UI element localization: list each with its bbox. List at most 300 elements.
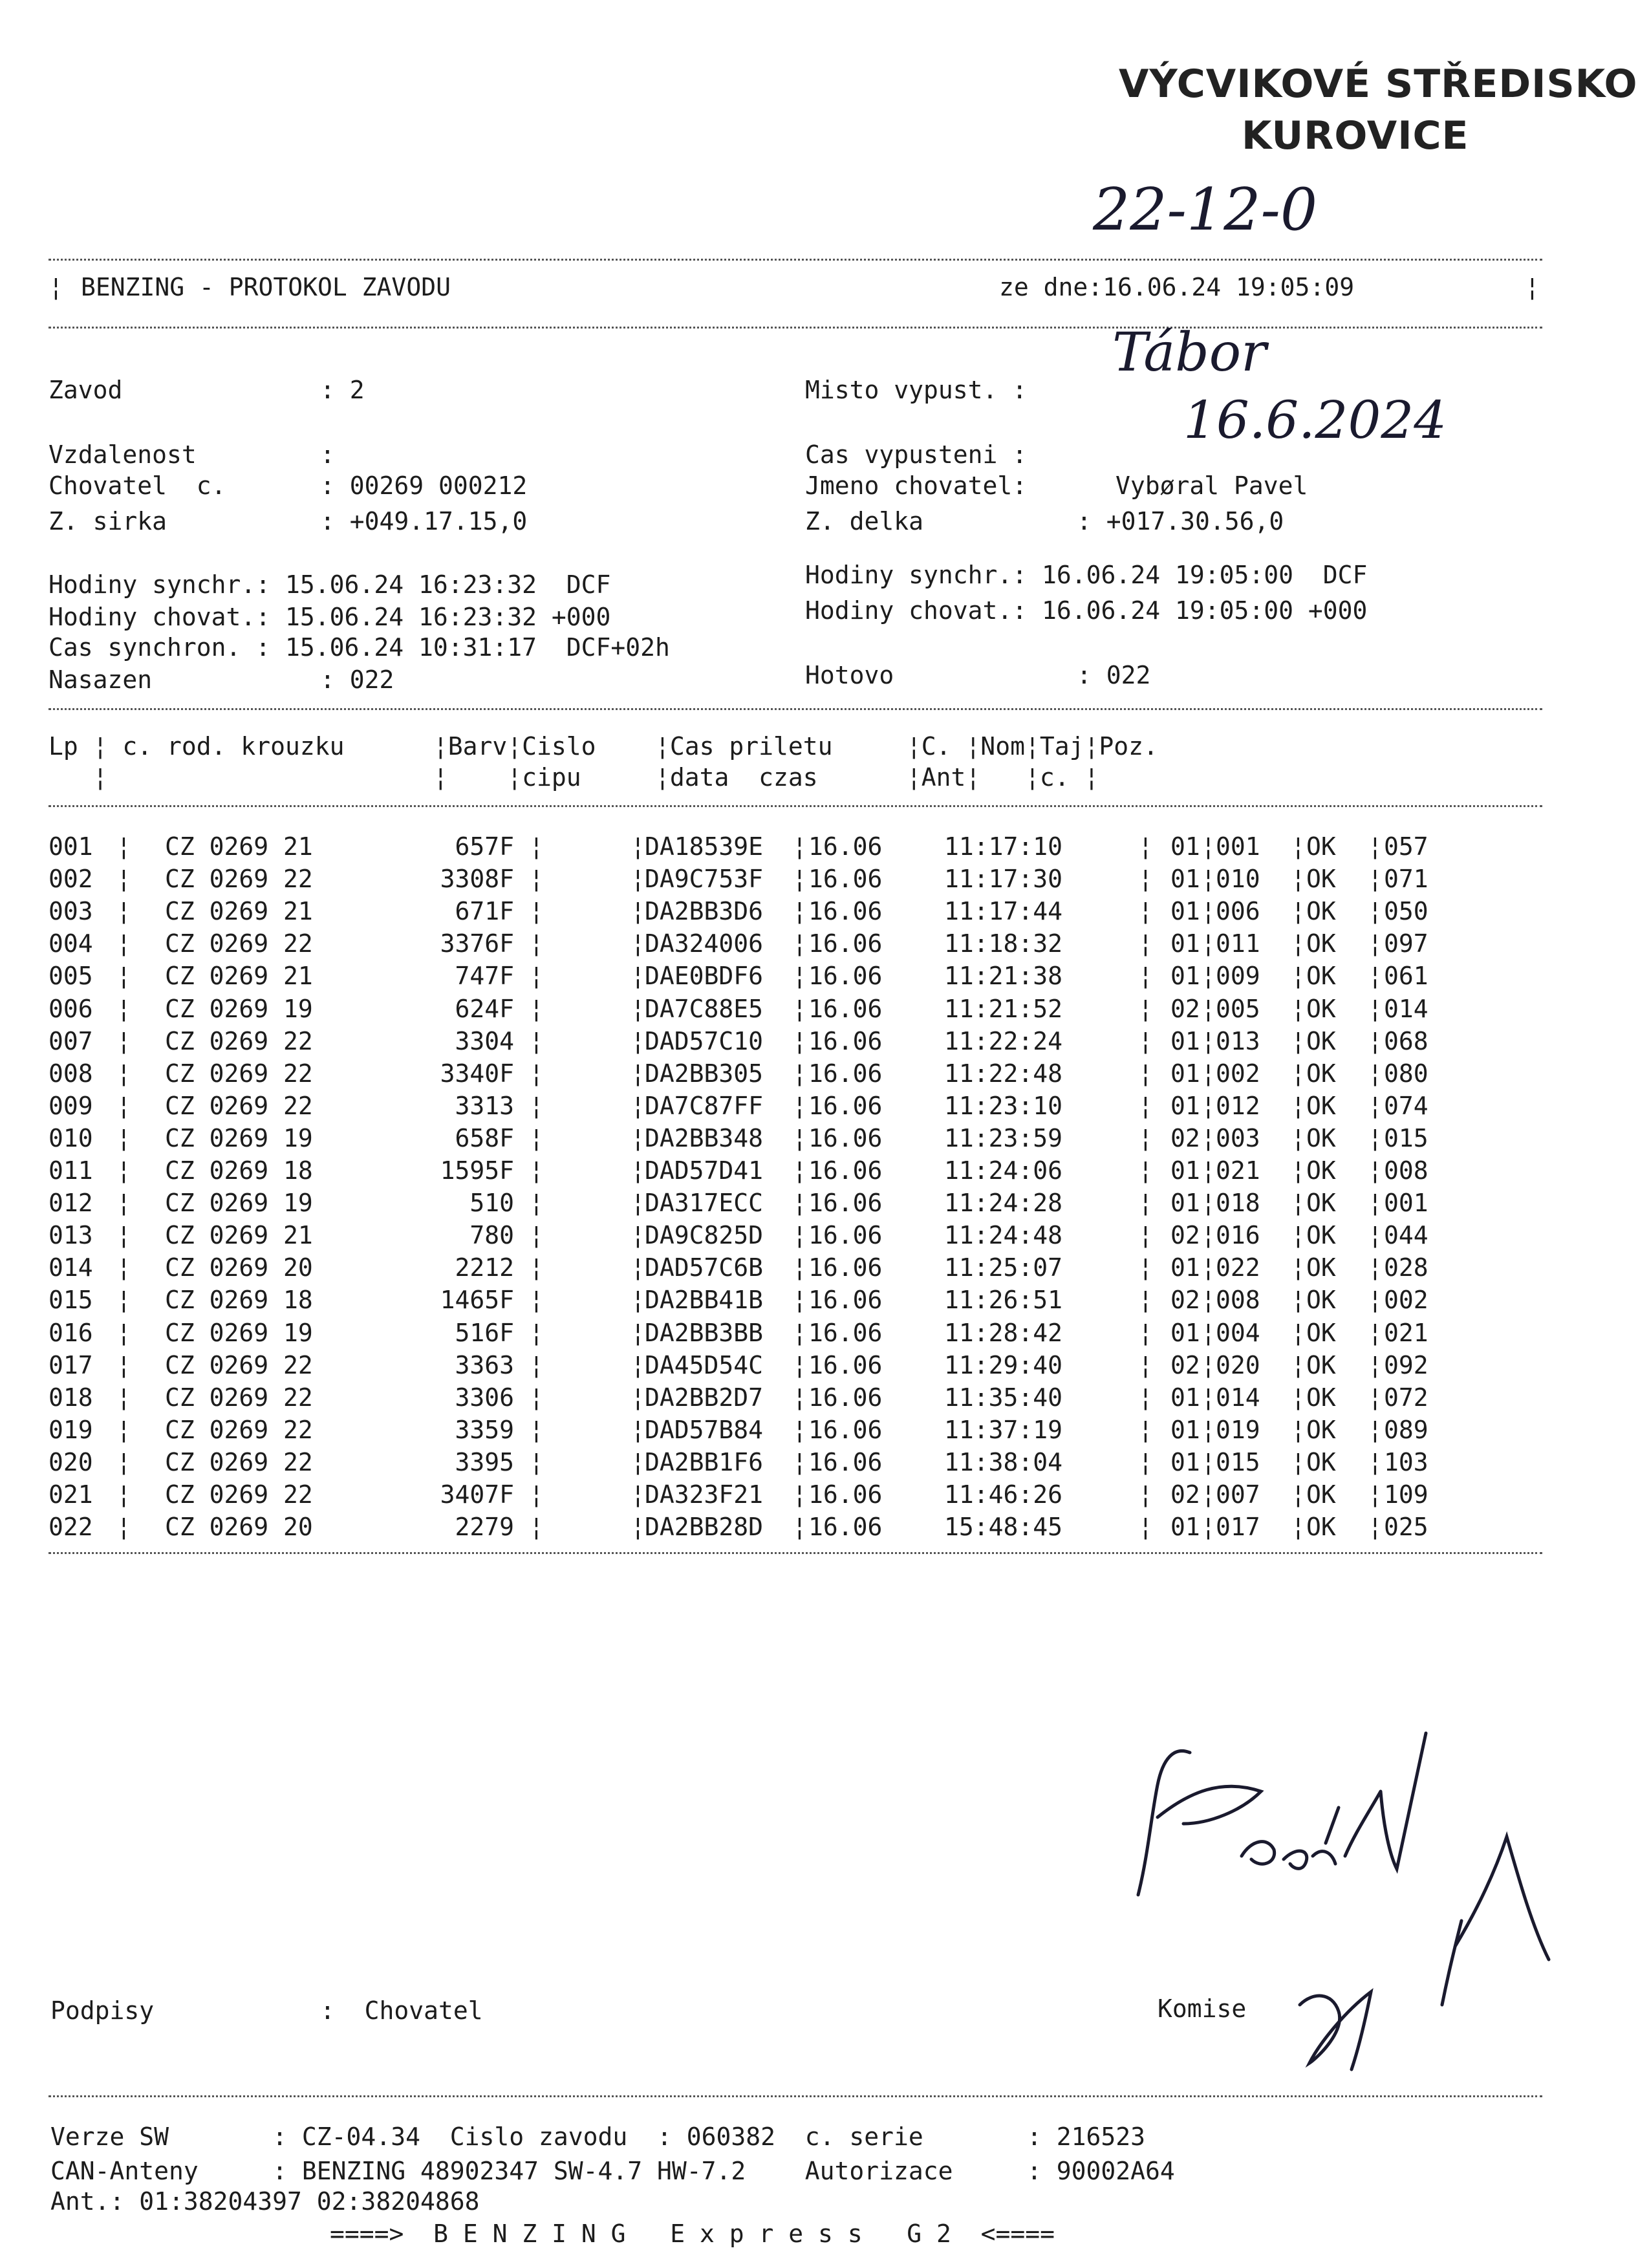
table-row bbox=[0, 1515, 1649, 1547]
column-separator: ¦ bbox=[630, 1480, 645, 1509]
column-separator: ¦ bbox=[630, 832, 645, 861]
cell-lp: 022 bbox=[48, 1513, 93, 1542]
clock-breeder-line-right: Hodiny chovat.: 16.06.24 19:05:00 +000 bbox=[805, 596, 1368, 625]
column-separator: ¦ bbox=[630, 1091, 645, 1120]
cell-poz: 002 bbox=[1384, 1286, 1428, 1315]
column-separator: ¦ bbox=[1138, 865, 1153, 894]
cell-ant: 01 bbox=[1170, 1059, 1200, 1088]
column-separator: ¦ bbox=[630, 1383, 645, 1412]
cell-date: 16.06 bbox=[808, 1156, 883, 1185]
column-separator: ¦ bbox=[1368, 994, 1383, 1023]
cell-time: 11:46:26 bbox=[944, 1480, 1063, 1509]
column-separator: ¦ bbox=[630, 1123, 645, 1152]
column-separator: ¦ bbox=[1291, 865, 1306, 894]
cell-poz: 103 bbox=[1384, 1447, 1428, 1476]
done-value: : 022 bbox=[1077, 661, 1151, 689]
column-separator: ¦ bbox=[1368, 1253, 1383, 1282]
cell-chip: DA9C825D bbox=[645, 1221, 764, 1250]
cell-ant: 01 bbox=[1170, 1447, 1200, 1476]
cell-date: 16.06 bbox=[808, 962, 883, 991]
cell-date: 16.06 bbox=[808, 1480, 883, 1509]
column-separator: ¦ bbox=[1368, 1091, 1383, 1120]
column-separator: ¦ bbox=[630, 1513, 645, 1542]
antenna-ids-line: Ant.: 01:38204397 02:38204868 bbox=[50, 2187, 480, 2216]
latitude-value: : +049.17.15,0 bbox=[320, 507, 528, 535]
done-label: Hotovo bbox=[805, 661, 894, 689]
column-separator: ¦ bbox=[1138, 1221, 1153, 1250]
cell-ant: 01 bbox=[1170, 929, 1200, 958]
cell-ring: CZ 0269 20 bbox=[165, 1253, 313, 1282]
cell-taj: OK bbox=[1306, 1156, 1336, 1185]
column-separator: ¦ bbox=[116, 1059, 131, 1088]
cell-ant: 02 bbox=[1170, 1221, 1200, 1250]
cell-nom: 013 bbox=[1216, 1026, 1260, 1055]
column-separator: ¦ bbox=[1368, 1480, 1383, 1509]
column-separator: ¦ bbox=[1368, 832, 1383, 861]
cell-ring: CZ 0269 19 bbox=[165, 1123, 313, 1152]
cell-poz: 061 bbox=[1384, 962, 1428, 991]
cell-ring: CZ 0269 22 bbox=[165, 1026, 313, 1055]
cell-nom: 002 bbox=[1216, 1059, 1260, 1088]
distance-value: : bbox=[320, 440, 335, 469]
cell-nom: 014 bbox=[1216, 1383, 1260, 1412]
cell-taj: OK bbox=[1306, 897, 1336, 926]
cell-taj: OK bbox=[1306, 929, 1336, 958]
cell-num: 747F bbox=[455, 962, 514, 991]
cell-lp: 010 bbox=[48, 1123, 93, 1152]
cell-num: 658F bbox=[455, 1123, 514, 1152]
cell-num: 671F bbox=[455, 897, 514, 926]
title-bar-right: ¦ bbox=[1525, 273, 1540, 301]
cell-chip: DA2BB2D7 bbox=[645, 1383, 764, 1412]
cell-taj: OK bbox=[1306, 1383, 1336, 1412]
cell-taj: OK bbox=[1306, 1286, 1336, 1315]
column-separator: ¦ bbox=[1201, 1221, 1216, 1250]
column-separator: ¦ bbox=[1138, 1513, 1153, 1542]
cell-ant: 02 bbox=[1170, 994, 1200, 1023]
table-row bbox=[0, 1447, 1649, 1482]
column-separator: ¦ bbox=[1138, 1253, 1153, 1282]
cell-poz: 097 bbox=[1384, 929, 1428, 958]
cell-chip: DA2BB28D bbox=[645, 1513, 764, 1542]
column-separator: ¦ bbox=[529, 1286, 544, 1315]
cell-poz: 074 bbox=[1384, 1091, 1428, 1120]
cell-time: 11:23:59 bbox=[944, 1123, 1063, 1152]
column-separator: ¦ bbox=[116, 865, 131, 894]
column-separator: ¦ bbox=[630, 1026, 645, 1055]
divider bbox=[48, 2095, 1542, 2097]
table-row bbox=[0, 964, 1649, 996]
column-separator: ¦ bbox=[792, 1253, 807, 1282]
column-separator: ¦ bbox=[1201, 962, 1216, 991]
table-header-line-1: Lp ¦ c. rod. krouzku ¦Barv¦Cislo ¦Cas priletu ¦C. ¦Nom¦Taj¦Poz. bbox=[48, 732, 1158, 761]
commission-label: Komise bbox=[1158, 1994, 1247, 2023]
cell-date: 16.06 bbox=[808, 1318, 883, 1347]
breeder-number-value: : 00269 000212 bbox=[320, 471, 528, 500]
column-separator: ¦ bbox=[1138, 1350, 1153, 1379]
cell-poz: 089 bbox=[1384, 1415, 1428, 1444]
cell-ring: CZ 0269 22 bbox=[165, 865, 313, 894]
column-separator: ¦ bbox=[1368, 929, 1383, 958]
column-separator: ¦ bbox=[116, 1318, 131, 1347]
column-separator: ¦ bbox=[630, 865, 645, 894]
cell-num: 3308F bbox=[440, 865, 514, 894]
cell-nom: 019 bbox=[1216, 1415, 1260, 1444]
cell-time: 11:17:44 bbox=[944, 897, 1063, 926]
column-separator: ¦ bbox=[529, 1189, 544, 1218]
column-separator: ¦ bbox=[1368, 1286, 1383, 1315]
cell-date: 16.06 bbox=[808, 1123, 883, 1152]
cell-chip: DAD57C6B bbox=[645, 1253, 764, 1282]
column-separator: ¦ bbox=[630, 897, 645, 926]
divider bbox=[48, 805, 1542, 807]
column-separator: ¦ bbox=[1201, 1286, 1216, 1315]
column-separator: ¦ bbox=[116, 1513, 131, 1542]
column-separator: ¦ bbox=[1201, 1415, 1216, 1444]
column-separator: ¦ bbox=[1368, 962, 1383, 991]
cell-date: 16.06 bbox=[808, 1189, 883, 1218]
cell-ring: CZ 0269 19 bbox=[165, 1318, 313, 1347]
cell-date: 16.06 bbox=[808, 1026, 883, 1055]
cell-ring: CZ 0269 19 bbox=[165, 994, 313, 1023]
cell-taj: OK bbox=[1306, 1026, 1336, 1055]
cell-lp: 011 bbox=[48, 1156, 93, 1185]
cell-lp: 007 bbox=[48, 1026, 93, 1055]
column-separator: ¦ bbox=[529, 897, 544, 926]
table-row bbox=[0, 1191, 1649, 1223]
column-separator: ¦ bbox=[529, 1318, 544, 1347]
column-separator: ¦ bbox=[792, 897, 807, 926]
column-separator: ¦ bbox=[529, 1253, 544, 1282]
column-separator: ¦ bbox=[630, 1415, 645, 1444]
breeder-name-value: Vybøral Pavel bbox=[1116, 471, 1308, 500]
column-separator: ¦ bbox=[1201, 832, 1216, 861]
benzing-express-banner: ====> B E N Z I N G E x p r e s s G 2 <==== bbox=[330, 2219, 1055, 2248]
handwritten-date: 16.6.2024 bbox=[1183, 390, 1447, 450]
breeder-signature-label: : Chovatel bbox=[320, 1996, 483, 2025]
cell-nom: 003 bbox=[1216, 1123, 1260, 1152]
column-separator: ¦ bbox=[1291, 962, 1306, 991]
column-separator: ¦ bbox=[1291, 929, 1306, 958]
cell-poz: 071 bbox=[1384, 865, 1428, 894]
column-separator: ¦ bbox=[116, 832, 131, 861]
column-separator: ¦ bbox=[792, 1189, 807, 1218]
breeder-name-label: Jmeno chovatel: bbox=[805, 471, 1028, 500]
column-separator: ¦ bbox=[116, 1286, 131, 1315]
column-separator: ¦ bbox=[792, 1286, 807, 1315]
column-separator: ¦ bbox=[1201, 1253, 1216, 1282]
cell-taj: OK bbox=[1306, 832, 1336, 861]
cell-nom: 010 bbox=[1216, 865, 1260, 894]
cell-chip: DA317ECC bbox=[645, 1189, 764, 1218]
cell-nom: 004 bbox=[1216, 1318, 1260, 1347]
cell-ant: 01 bbox=[1170, 1383, 1200, 1412]
cell-nom: 018 bbox=[1216, 1189, 1260, 1218]
cell-time: 11:26:51 bbox=[944, 1286, 1063, 1315]
cell-date: 16.06 bbox=[808, 1447, 883, 1476]
cell-ant: 01 bbox=[1170, 1026, 1200, 1055]
cell-time: 11:17:30 bbox=[944, 865, 1063, 894]
cell-poz: 044 bbox=[1384, 1221, 1428, 1250]
column-separator: ¦ bbox=[1201, 929, 1216, 958]
column-separator: ¦ bbox=[529, 1383, 544, 1412]
basketed-label: Nasazen bbox=[48, 665, 153, 694]
distance-label: Vzdalenost bbox=[48, 440, 197, 469]
race-value: : 2 bbox=[320, 376, 365, 404]
cell-time: 11:37:19 bbox=[944, 1415, 1063, 1444]
cell-nom: 021 bbox=[1216, 1156, 1260, 1185]
cell-time: 11:35:40 bbox=[944, 1383, 1063, 1412]
commission-initials bbox=[1293, 1966, 1384, 2076]
cell-time: 11:23:10 bbox=[944, 1091, 1063, 1120]
cell-chip: DA7C88E5 bbox=[645, 994, 764, 1023]
cell-ant: 01 bbox=[1170, 962, 1200, 991]
cell-ring: CZ 0269 21 bbox=[165, 962, 313, 991]
cell-taj: OK bbox=[1306, 962, 1336, 991]
table-row bbox=[0, 931, 1649, 964]
cell-time: 11:24:48 bbox=[944, 1221, 1063, 1250]
cell-time: 11:28:42 bbox=[944, 1318, 1063, 1347]
cell-ring: CZ 0269 22 bbox=[165, 929, 313, 958]
column-separator: ¦ bbox=[1201, 1189, 1216, 1218]
cell-ant: 01 bbox=[1170, 832, 1200, 861]
column-separator: ¦ bbox=[116, 1383, 131, 1412]
document-title: BENZING - PROTOKOL ZAVODU bbox=[81, 273, 451, 301]
column-separator: ¦ bbox=[529, 1059, 544, 1088]
column-separator: ¦ bbox=[529, 1447, 544, 1476]
basketed-value: : 022 bbox=[320, 665, 394, 694]
column-separator: ¦ bbox=[792, 1513, 807, 1542]
cell-ant: 01 bbox=[1170, 1156, 1200, 1185]
cell-ant: 01 bbox=[1170, 897, 1200, 926]
column-separator: ¦ bbox=[1201, 1447, 1216, 1476]
cell-ring: CZ 0269 21 bbox=[165, 1221, 313, 1250]
cell-ring: CZ 0269 18 bbox=[165, 1156, 313, 1185]
column-separator: ¦ bbox=[1138, 962, 1153, 991]
column-separator: ¦ bbox=[1291, 1286, 1306, 1315]
column-separator: ¦ bbox=[1201, 1513, 1216, 1542]
cell-ant: 01 bbox=[1170, 865, 1200, 894]
column-separator: ¦ bbox=[1368, 1189, 1383, 1218]
longitude-label: Z. delka bbox=[805, 507, 924, 535]
column-separator: ¦ bbox=[116, 1221, 131, 1250]
column-separator: ¦ bbox=[792, 962, 807, 991]
column-separator: ¦ bbox=[792, 1480, 807, 1509]
column-separator: ¦ bbox=[630, 1189, 645, 1218]
column-separator: ¦ bbox=[116, 1480, 131, 1509]
column-separator: ¦ bbox=[630, 1447, 645, 1476]
table-row bbox=[0, 1091, 1649, 1126]
column-separator: ¦ bbox=[116, 929, 131, 958]
cell-poz: 025 bbox=[1384, 1513, 1428, 1542]
cell-num: 3304 bbox=[455, 1026, 514, 1055]
cell-lp: 015 bbox=[48, 1286, 93, 1315]
cell-num: 3340F bbox=[440, 1059, 514, 1088]
antenna-line: CAN-Anteny : BENZING 48902347 SW-4.7 HW-7.2 Autorizace : 90002A64 bbox=[50, 2157, 1175, 2185]
table-row bbox=[0, 1026, 1649, 1061]
column-separator: ¦ bbox=[1138, 1286, 1153, 1315]
table-row bbox=[0, 899, 1649, 931]
column-separator: ¦ bbox=[529, 1091, 544, 1120]
column-separator: ¦ bbox=[1368, 865, 1383, 894]
cell-date: 16.06 bbox=[808, 1415, 883, 1444]
cell-ring: CZ 0269 22 bbox=[165, 1383, 313, 1412]
column-separator: ¦ bbox=[792, 1091, 807, 1120]
cell-num: 510 bbox=[469, 1189, 514, 1218]
cell-taj: OK bbox=[1306, 994, 1336, 1023]
column-separator: ¦ bbox=[792, 929, 807, 958]
cell-chip: DA2BB1F6 bbox=[645, 1447, 764, 1476]
column-separator: ¦ bbox=[1291, 1059, 1306, 1088]
column-separator: ¦ bbox=[1368, 1221, 1383, 1250]
cell-time: 11:24:28 bbox=[944, 1189, 1063, 1218]
cell-lp: 016 bbox=[48, 1318, 93, 1347]
cell-poz: 001 bbox=[1384, 1189, 1428, 1218]
table-row bbox=[0, 1255, 1649, 1288]
table-row bbox=[0, 994, 1649, 1029]
cell-date: 16.06 bbox=[808, 994, 883, 1023]
column-separator: ¦ bbox=[1291, 1350, 1306, 1379]
cell-nom: 007 bbox=[1216, 1480, 1260, 1509]
cell-date: 16.06 bbox=[808, 1253, 883, 1282]
column-separator: ¦ bbox=[1138, 929, 1153, 958]
column-separator: ¦ bbox=[1138, 1026, 1153, 1055]
cell-lp: 008 bbox=[48, 1059, 93, 1088]
column-separator: ¦ bbox=[1368, 1350, 1383, 1379]
cell-lp: 019 bbox=[48, 1415, 93, 1444]
table-row bbox=[0, 834, 1649, 867]
cell-time: 11:21:38 bbox=[944, 962, 1063, 991]
column-separator: ¦ bbox=[1138, 1189, 1153, 1218]
table-row bbox=[0, 1415, 1649, 1450]
cell-lp: 001 bbox=[48, 832, 93, 861]
cell-chip: DAD57B84 bbox=[645, 1415, 764, 1444]
column-separator: ¦ bbox=[1291, 1480, 1306, 1509]
column-separator: ¦ bbox=[1368, 1415, 1383, 1444]
column-separator: ¦ bbox=[116, 1253, 131, 1282]
column-separator: ¦ bbox=[1368, 1123, 1383, 1152]
cell-chip: DA323F21 bbox=[645, 1480, 764, 1509]
column-separator: ¦ bbox=[1138, 897, 1153, 926]
column-separator: ¦ bbox=[630, 1350, 645, 1379]
column-separator: ¦ bbox=[1201, 1026, 1216, 1055]
document-date: ze dne:16.06.24 19:05:09 bbox=[999, 273, 1355, 301]
cell-num: 1465F bbox=[440, 1286, 514, 1315]
column-separator: ¦ bbox=[792, 865, 807, 894]
cell-poz: 109 bbox=[1384, 1480, 1428, 1509]
cell-lp: 021 bbox=[48, 1480, 93, 1509]
column-separator: ¦ bbox=[116, 1447, 131, 1476]
column-separator: ¦ bbox=[1138, 1415, 1153, 1444]
cell-chip: DA9C753F bbox=[645, 865, 764, 894]
column-separator: ¦ bbox=[1368, 1156, 1383, 1185]
cell-poz: 008 bbox=[1384, 1156, 1428, 1185]
cell-poz: 021 bbox=[1384, 1318, 1428, 1347]
column-separator: ¦ bbox=[1201, 1156, 1216, 1185]
cell-ant: 01 bbox=[1170, 1318, 1200, 1347]
cell-ring: CZ 0269 20 bbox=[165, 1513, 313, 1542]
title-bar-left: ¦ bbox=[48, 273, 63, 301]
cell-num: 3407F bbox=[440, 1480, 514, 1509]
cell-date: 16.06 bbox=[808, 1221, 883, 1250]
cell-ring: CZ 0269 19 bbox=[165, 1189, 313, 1218]
column-separator: ¦ bbox=[1138, 1091, 1153, 1120]
table-row bbox=[0, 1123, 1649, 1158]
cell-taj: OK bbox=[1306, 1415, 1336, 1444]
cell-nom: 020 bbox=[1216, 1350, 1260, 1379]
sync-time-line: Cas synchron. : 15.06.24 10:31:17 DCF+02h bbox=[48, 633, 670, 662]
cell-ring: CZ 0269 22 bbox=[165, 1350, 313, 1379]
column-separator: ¦ bbox=[792, 1026, 807, 1055]
cell-time: 11:24:06 bbox=[944, 1156, 1063, 1185]
column-separator: ¦ bbox=[529, 1350, 544, 1379]
column-separator: ¦ bbox=[1201, 865, 1216, 894]
column-separator: ¦ bbox=[630, 1253, 645, 1282]
cell-ring: CZ 0269 22 bbox=[165, 1415, 313, 1444]
column-separator: ¦ bbox=[1201, 1123, 1216, 1152]
cell-chip: DA45D54C bbox=[645, 1350, 764, 1379]
release-time-label: Cas vypusteni : bbox=[805, 440, 1028, 469]
divider bbox=[48, 708, 1542, 710]
cell-chip: DA2BB3BB bbox=[645, 1318, 764, 1347]
column-separator: ¦ bbox=[1201, 1059, 1216, 1088]
column-separator: ¦ bbox=[1201, 1318, 1216, 1347]
cell-chip: DAE0BDF6 bbox=[645, 962, 764, 991]
cell-lp: 013 bbox=[48, 1221, 93, 1250]
column-separator: ¦ bbox=[1291, 994, 1306, 1023]
cell-num: 3313 bbox=[455, 1091, 514, 1120]
column-separator: ¦ bbox=[529, 1221, 544, 1250]
column-separator: ¦ bbox=[116, 1123, 131, 1152]
cell-lp: 005 bbox=[48, 962, 93, 991]
column-separator: ¦ bbox=[792, 832, 807, 861]
cell-poz: 015 bbox=[1384, 1123, 1428, 1152]
cell-ring: CZ 0269 21 bbox=[165, 832, 313, 861]
table-row bbox=[0, 867, 1649, 899]
cell-poz: 014 bbox=[1384, 994, 1428, 1023]
clock-sync-line-right: Hodiny synchr.: 16.06.24 19:05:00 DCF bbox=[805, 561, 1368, 589]
cell-nom: 017 bbox=[1216, 1513, 1260, 1542]
column-separator: ¦ bbox=[1291, 1156, 1306, 1185]
cell-chip: DA18539E bbox=[645, 832, 764, 861]
cell-lp: 006 bbox=[48, 994, 93, 1023]
column-separator: ¦ bbox=[1138, 1318, 1153, 1347]
cell-chip: DA324006 bbox=[645, 929, 764, 958]
column-separator: ¦ bbox=[529, 929, 544, 958]
cell-num: 3376F bbox=[440, 929, 514, 958]
column-separator: ¦ bbox=[1291, 832, 1306, 861]
cell-nom: 011 bbox=[1216, 929, 1260, 958]
column-separator: ¦ bbox=[792, 1350, 807, 1379]
cell-date: 16.06 bbox=[808, 865, 883, 894]
column-separator: ¦ bbox=[529, 1026, 544, 1055]
cell-taj: OK bbox=[1306, 1091, 1336, 1120]
column-separator: ¦ bbox=[1368, 1447, 1383, 1476]
handwritten-signature bbox=[1112, 1694, 1449, 1921]
column-separator: ¦ bbox=[792, 994, 807, 1023]
table-row bbox=[0, 1061, 1649, 1094]
cell-ring: CZ 0269 22 bbox=[165, 1059, 313, 1088]
column-separator: ¦ bbox=[630, 1059, 645, 1088]
column-separator: ¦ bbox=[529, 865, 544, 894]
cell-date: 16.06 bbox=[808, 1286, 883, 1315]
column-separator: ¦ bbox=[116, 897, 131, 926]
cell-taj: OK bbox=[1306, 1221, 1336, 1250]
cell-lp: 018 bbox=[48, 1383, 93, 1412]
table-row bbox=[0, 1350, 1649, 1385]
cell-lp: 017 bbox=[48, 1350, 93, 1379]
breeder-number-label: Chovatel c. bbox=[48, 471, 226, 500]
